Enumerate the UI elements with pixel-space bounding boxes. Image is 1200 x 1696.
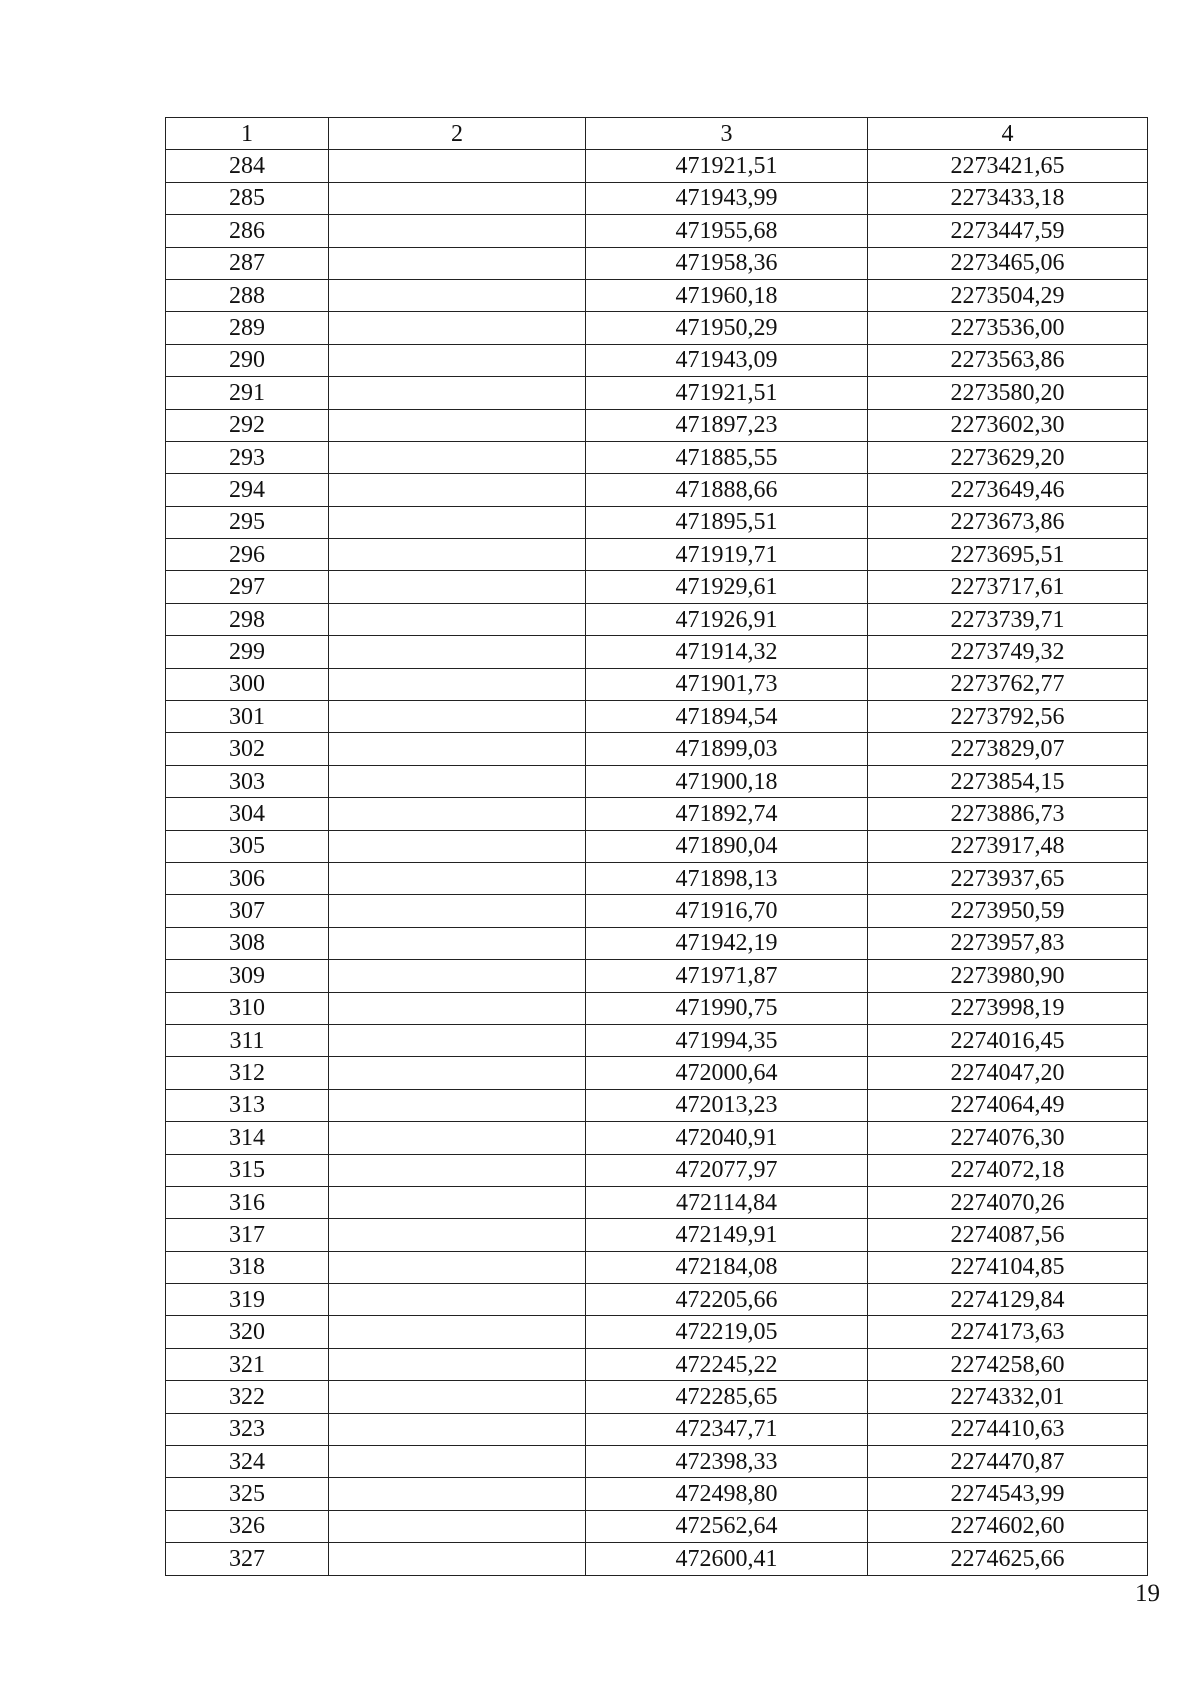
point-number-cell: 305	[166, 830, 329, 862]
y-coordinate-cell: 2274173,63	[868, 1316, 1148, 1348]
y-coordinate-cell: 2273649,46	[868, 474, 1148, 506]
table-row	[166, 1510, 1148, 1542]
x-coordinate-cell: 472149,91	[586, 1219, 868, 1251]
column-2-cell	[329, 1251, 586, 1283]
column-2-cell	[329, 733, 586, 765]
y-coordinate-cell: 2273673,86	[868, 506, 1148, 538]
x-coordinate-cell: 471994,35	[586, 1024, 868, 1056]
table-row	[166, 668, 1148, 700]
y-coordinate-cell: 2273792,56	[868, 701, 1148, 733]
x-coordinate-cell: 472077,97	[586, 1154, 868, 1186]
column-2-cell	[329, 798, 586, 830]
y-coordinate-cell: 2274625,66	[868, 1543, 1148, 1575]
column-2-cell	[329, 1316, 586, 1348]
x-coordinate-cell: 472040,91	[586, 1122, 868, 1154]
x-coordinate-cell: 471919,71	[586, 539, 868, 571]
table-row	[166, 409, 1148, 441]
y-coordinate-cell: 2273937,65	[868, 862, 1148, 894]
y-coordinate-cell: 2273762,77	[868, 668, 1148, 700]
column-2-cell	[329, 1024, 586, 1056]
table-row	[166, 344, 1148, 376]
column-2-cell	[329, 1186, 586, 1218]
table-row	[166, 895, 1148, 927]
point-number-cell: 326	[166, 1510, 329, 1542]
x-coordinate-cell: 471916,70	[586, 895, 868, 927]
column-2-cell	[329, 539, 586, 571]
point-number-cell: 307	[166, 895, 329, 927]
point-number-cell: 327	[166, 1543, 329, 1575]
x-coordinate-cell: 471950,29	[586, 312, 868, 344]
table-row	[166, 1348, 1148, 1380]
table-row	[166, 571, 1148, 603]
x-coordinate-cell: 472600,41	[586, 1543, 868, 1575]
table-row	[166, 992, 1148, 1024]
table-row	[166, 862, 1148, 894]
x-coordinate-cell: 472205,66	[586, 1284, 868, 1316]
y-coordinate-cell: 2273739,71	[868, 603, 1148, 635]
y-coordinate-cell: 2274258,60	[868, 1348, 1148, 1380]
point-number-cell: 287	[166, 247, 329, 279]
point-number-cell: 294	[166, 474, 329, 506]
y-coordinate-cell: 2274543,99	[868, 1478, 1148, 1510]
table-row	[166, 1024, 1148, 1056]
y-coordinate-cell: 2273980,90	[868, 960, 1148, 992]
point-number-cell: 318	[166, 1251, 329, 1283]
y-coordinate-cell: 2274602,60	[868, 1510, 1148, 1542]
table-row	[166, 247, 1148, 279]
y-coordinate-cell: 2273886,73	[868, 798, 1148, 830]
table-row	[166, 1219, 1148, 1251]
table-row	[166, 506, 1148, 538]
column-2-cell	[329, 960, 586, 992]
x-coordinate-cell: 471895,51	[586, 506, 868, 538]
x-coordinate-cell: 471885,55	[586, 441, 868, 473]
table-row	[166, 474, 1148, 506]
x-coordinate-cell: 472114,84	[586, 1186, 868, 1218]
x-coordinate-cell: 472219,05	[586, 1316, 868, 1348]
table-row	[166, 1316, 1148, 1348]
column-2-cell	[329, 279, 586, 311]
point-number-cell: 310	[166, 992, 329, 1024]
point-number-cell: 297	[166, 571, 329, 603]
column-2-cell	[329, 636, 586, 668]
table-row	[166, 701, 1148, 733]
x-coordinate-cell: 471943,99	[586, 182, 868, 214]
point-number-cell: 313	[166, 1089, 329, 1121]
x-coordinate-cell: 471901,73	[586, 668, 868, 700]
point-number-cell: 321	[166, 1348, 329, 1380]
y-coordinate-cell: 2273854,15	[868, 765, 1148, 797]
point-number-cell: 312	[166, 1057, 329, 1089]
point-number-cell: 316	[166, 1186, 329, 1218]
point-number-cell: 309	[166, 960, 329, 992]
y-coordinate-cell: 2274076,30	[868, 1122, 1148, 1154]
column-2-cell	[329, 1510, 586, 1542]
x-coordinate-cell: 471900,18	[586, 765, 868, 797]
table-row	[166, 1122, 1148, 1154]
point-number-cell: 299	[166, 636, 329, 668]
y-coordinate-cell: 2274064,49	[868, 1089, 1148, 1121]
x-coordinate-cell: 472000,64	[586, 1057, 868, 1089]
x-coordinate-cell: 471990,75	[586, 992, 868, 1024]
y-coordinate-cell: 2274016,45	[868, 1024, 1148, 1056]
table-row	[166, 636, 1148, 668]
point-number-cell: 304	[166, 798, 329, 830]
point-number-cell: 322	[166, 1381, 329, 1413]
column-2-cell	[329, 1219, 586, 1251]
table-header	[166, 118, 1148, 150]
y-coordinate-cell: 2273917,48	[868, 830, 1148, 862]
y-coordinate-cell: 2274470,87	[868, 1446, 1148, 1478]
column-2-cell	[329, 182, 586, 214]
table-row	[166, 765, 1148, 797]
point-number-cell: 314	[166, 1122, 329, 1154]
x-coordinate-cell: 471921,51	[586, 377, 868, 409]
table-row	[166, 798, 1148, 830]
x-coordinate-cell: 471958,36	[586, 247, 868, 279]
column-2-cell	[329, 441, 586, 473]
column-2-cell	[329, 409, 586, 441]
column-2-cell	[329, 1284, 586, 1316]
y-coordinate-cell: 2274332,01	[868, 1381, 1148, 1413]
y-coordinate-cell: 2273695,51	[868, 539, 1148, 571]
x-coordinate-cell: 471894,54	[586, 701, 868, 733]
y-coordinate-cell: 2274070,26	[868, 1186, 1148, 1218]
table-row	[166, 1446, 1148, 1478]
point-number-cell: 290	[166, 344, 329, 376]
x-coordinate-cell: 471960,18	[586, 279, 868, 311]
point-number-cell: 302	[166, 733, 329, 765]
table-row	[166, 603, 1148, 635]
table-row	[166, 150, 1148, 182]
column-2-cell	[329, 150, 586, 182]
column-header-2: 2	[329, 118, 586, 150]
x-coordinate-cell: 471943,09	[586, 344, 868, 376]
point-number-cell: 300	[166, 668, 329, 700]
y-coordinate-cell: 2273998,19	[868, 992, 1148, 1024]
point-number-cell: 323	[166, 1413, 329, 1445]
y-coordinate-cell: 2274104,85	[868, 1251, 1148, 1283]
table-row	[166, 215, 1148, 247]
point-number-cell: 285	[166, 182, 329, 214]
y-coordinate-cell: 2273629,20	[868, 441, 1148, 473]
x-coordinate-cell: 472245,22	[586, 1348, 868, 1380]
x-coordinate-cell: 471892,74	[586, 798, 868, 830]
column-2-cell	[329, 247, 586, 279]
y-coordinate-cell: 2273421,65	[868, 150, 1148, 182]
coordinates-table	[165, 117, 1148, 1576]
x-coordinate-cell: 472562,64	[586, 1510, 868, 1542]
x-coordinate-cell: 471926,91	[586, 603, 868, 635]
y-coordinate-cell: 2273717,61	[868, 571, 1148, 603]
column-2-cell	[329, 377, 586, 409]
column-2-cell	[329, 701, 586, 733]
table-row	[166, 539, 1148, 571]
x-coordinate-cell: 471942,19	[586, 927, 868, 959]
column-2-cell	[329, 1089, 586, 1121]
column-2-cell	[329, 1348, 586, 1380]
column-2-cell	[329, 1381, 586, 1413]
x-coordinate-cell: 472013,23	[586, 1089, 868, 1121]
point-number-cell: 319	[166, 1284, 329, 1316]
header-row	[166, 118, 1148, 150]
point-number-cell: 292	[166, 409, 329, 441]
table-row	[166, 312, 1148, 344]
table-row	[166, 1186, 1148, 1218]
y-coordinate-cell: 2273536,00	[868, 312, 1148, 344]
table-row	[166, 1284, 1148, 1316]
table-row	[166, 377, 1148, 409]
table-row	[166, 830, 1148, 862]
x-coordinate-cell: 471888,66	[586, 474, 868, 506]
column-2-cell	[329, 571, 586, 603]
table-row	[166, 1057, 1148, 1089]
y-coordinate-cell: 2274047,20	[868, 1057, 1148, 1089]
column-2-cell	[329, 1413, 586, 1445]
x-coordinate-cell: 471897,23	[586, 409, 868, 441]
table-row	[166, 1251, 1148, 1283]
x-coordinate-cell: 472285,65	[586, 1381, 868, 1413]
x-coordinate-cell: 472347,71	[586, 1413, 868, 1445]
point-number-cell: 288	[166, 279, 329, 311]
column-2-cell	[329, 1057, 586, 1089]
point-number-cell: 317	[166, 1219, 329, 1251]
table-row	[166, 1478, 1148, 1510]
point-number-cell: 320	[166, 1316, 329, 1348]
x-coordinate-cell: 471914,32	[586, 636, 868, 668]
point-number-cell: 296	[166, 539, 329, 571]
point-number-cell: 291	[166, 377, 329, 409]
y-coordinate-cell: 2273465,06	[868, 247, 1148, 279]
x-coordinate-cell: 471899,03	[586, 733, 868, 765]
column-2-cell	[329, 765, 586, 797]
table-row	[166, 182, 1148, 214]
x-coordinate-cell: 471955,68	[586, 215, 868, 247]
column-2-cell	[329, 895, 586, 927]
column-2-cell	[329, 992, 586, 1024]
point-number-cell: 325	[166, 1478, 329, 1510]
column-2-cell	[329, 1122, 586, 1154]
y-coordinate-cell: 2274072,18	[868, 1154, 1148, 1186]
point-number-cell: 286	[166, 215, 329, 247]
point-number-cell: 301	[166, 701, 329, 733]
table-row	[166, 279, 1148, 311]
column-2-cell	[329, 1543, 586, 1575]
x-coordinate-cell: 471971,87	[586, 960, 868, 992]
table-row	[166, 1089, 1148, 1121]
y-coordinate-cell: 2274129,84	[868, 1284, 1148, 1316]
column-header-3: 3	[586, 118, 868, 150]
table-row	[166, 927, 1148, 959]
column-2-cell	[329, 312, 586, 344]
column-2-cell	[329, 344, 586, 376]
column-2-cell	[329, 603, 586, 635]
column-2-cell	[329, 1154, 586, 1186]
y-coordinate-cell: 2273749,32	[868, 636, 1148, 668]
y-coordinate-cell: 2273950,59	[868, 895, 1148, 927]
point-number-cell: 295	[166, 506, 329, 538]
point-number-cell: 284	[166, 150, 329, 182]
point-number-cell: 306	[166, 862, 329, 894]
column-2-cell	[329, 474, 586, 506]
x-coordinate-cell: 472398,33	[586, 1446, 868, 1478]
x-coordinate-cell: 471898,13	[586, 862, 868, 894]
y-coordinate-cell: 2273829,07	[868, 733, 1148, 765]
y-coordinate-cell: 2273957,83	[868, 927, 1148, 959]
column-2-cell	[329, 927, 586, 959]
table-row	[166, 1543, 1148, 1575]
table-row	[166, 733, 1148, 765]
y-coordinate-cell: 2273447,59	[868, 215, 1148, 247]
column-header-1: 1	[166, 118, 329, 150]
point-number-cell: 308	[166, 927, 329, 959]
point-number-cell: 315	[166, 1154, 329, 1186]
table-body	[166, 150, 1148, 1575]
x-coordinate-cell: 472498,80	[586, 1478, 868, 1510]
point-number-cell: 298	[166, 603, 329, 635]
table-row	[166, 1154, 1148, 1186]
table-row	[166, 1413, 1148, 1445]
x-coordinate-cell: 471921,51	[586, 150, 868, 182]
column-2-cell	[329, 1446, 586, 1478]
x-coordinate-cell: 471929,61	[586, 571, 868, 603]
column-2-cell	[329, 1478, 586, 1510]
column-2-cell	[329, 862, 586, 894]
point-number-cell: 303	[166, 765, 329, 797]
point-number-cell: 293	[166, 441, 329, 473]
table-row	[166, 1381, 1148, 1413]
point-number-cell: 311	[166, 1024, 329, 1056]
point-number-cell: 324	[166, 1446, 329, 1478]
table-row	[166, 441, 1148, 473]
y-coordinate-cell: 2273433,18	[868, 182, 1148, 214]
y-coordinate-cell: 2273580,20	[868, 377, 1148, 409]
column-header-4: 4	[868, 118, 1148, 150]
column-2-cell	[329, 506, 586, 538]
y-coordinate-cell: 2273504,29	[868, 279, 1148, 311]
y-coordinate-cell: 2274087,56	[868, 1219, 1148, 1251]
x-coordinate-cell: 472184,08	[586, 1251, 868, 1283]
column-2-cell	[329, 668, 586, 700]
y-coordinate-cell: 2273602,30	[868, 409, 1148, 441]
point-number-cell: 289	[166, 312, 329, 344]
y-coordinate-cell: 2273563,86	[868, 344, 1148, 376]
table-row	[166, 960, 1148, 992]
x-coordinate-cell: 471890,04	[586, 830, 868, 862]
y-coordinate-cell: 2274410,63	[868, 1413, 1148, 1445]
page-number: 19	[1135, 1580, 1160, 1607]
column-2-cell	[329, 215, 586, 247]
column-2-cell	[329, 830, 586, 862]
